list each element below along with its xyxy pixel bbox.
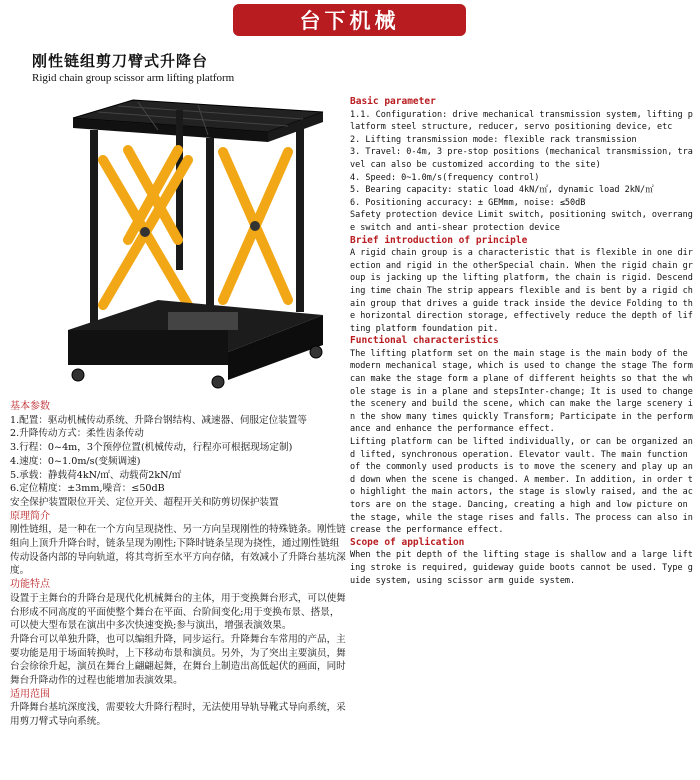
param-line: 1.1. Configuration: drive mechanical transmission system, lifting platform steel structure, reducer, servo positioning device, etc bbox=[350, 109, 693, 133]
param-line: 1.配置：驱动机械传动系统、升降台钢结构、减速器、伺服定位装置等 bbox=[10, 414, 307, 426]
section-heading: 原理简介 bbox=[10, 510, 50, 522]
chinese-description bbox=[10, 400, 348, 729]
param-line: 3. Travel: 0-4m, 3 pre-stop positions (mechanical transmission, travel can also be customized according to the site) bbox=[350, 147, 693, 170]
section-heading: 基本参数 bbox=[10, 401, 50, 412]
paragraph: 升降舞台基坑深度浅，需要较大升降行程时，无法使用导轨导靴式导向系统，采用剪刀臂式导向系统。 bbox=[10, 702, 346, 728]
param-line: 4. Speed: 0~1.0m/s(frequency control) bbox=[350, 172, 540, 183]
paragraph: A rigid chain group is a characteristic that is flexible in one direction and rigid in the otherSpecial chain. When the rigid chain group is jacking up the lifting platform, the chain is rigid. Descending time chain The strip appears flexible and is bent by a rigid chain group that drives a guide track inside the device Folding to the horizontal direction storage, effectively reduce the depth of lifting platform foundation pit. bbox=[350, 248, 693, 334]
paragraph: 设置于主舞台的升降台是现代化机械舞台的主体，用于变换舞台形式，可以使舞台形成不同高度的平面使整个舞台在平面、台阶间变化;用于变换布景、搭景，可以使大型布景在演出中多次快速变换;参与演出，增强表演效果。 bbox=[10, 592, 346, 632]
section-heading: 适用范围 bbox=[10, 688, 50, 700]
param-line: 安全保护装置限位开关、定位开关、超程开关和防剪切保护装置 bbox=[10, 496, 279, 508]
param-line: 5.承载：静载荷4kN/㎡、动载荷2kN/㎡ bbox=[10, 469, 182, 481]
paragraph: 刚性链组，是一种在一个方向呈现挠性、另一方向呈现刚性的特殊链条。刚性链组向上顶升升降台时，链条呈现为刚性;下降时链条呈现为挠性，通过刚性链组传动设备内部的导向轨道，将其弯折至水平方向存储，有效减小了升降台基坑深度。 bbox=[10, 524, 346, 577]
section-heading: Scope of application bbox=[350, 536, 465, 548]
section-heading: Brief introduction of principle bbox=[350, 234, 528, 246]
brand-banner: 台下机械 bbox=[233, 4, 466, 36]
param-line: 2.升降传动方式：柔性齿条传动 bbox=[10, 428, 144, 440]
section-heading: Basic parameter bbox=[350, 96, 436, 107]
param-line: 4.速度：0~1.0m/s(变频调速) bbox=[10, 455, 141, 467]
param-line: 2. Lifting transmission mode: flexible rack transmission bbox=[350, 134, 637, 145]
paragraph: The lifting platform set on the main stage is the main body of the modern mechanical stage, which is used to change the stage The form can make the stage form a plane of different heights so that the whole stage is in a plane and stepsInter-change; It is used to change the scenery and build the scene, which can make the large scenery in the show many times quickly Transform; Participate in the performance and enhance the performance effect. bbox=[350, 348, 693, 435]
page-title-cn: 刚性链组剪刀臂式升降台 bbox=[32, 52, 209, 70]
param-line: 3.行程：0~4m，3个预停位置(机械传动，行程亦可根据现场定制) bbox=[10, 442, 293, 454]
english-description bbox=[350, 96, 695, 587]
product-photo bbox=[38, 90, 338, 390]
paragraph: Lifting platform can be lifted individually, or can be organized and lifted, synchronous operation. Elevator vault. The main function of the commonly used products is to move the scenery and play up and down when the scene is changed. A member. In addition, in order to highlight the main actors, the stage is slowly raised, and the actors are on the stage. Dancing, creating a high and low picture on the stage, while the stage rises and falls. The process can also increase the performance effect. bbox=[350, 437, 693, 536]
section-heading: Functional characteristics bbox=[350, 335, 499, 347]
param-line: Safety protection device Limit switch, positioning switch, overrange switch and anti-shear protection device bbox=[350, 210, 693, 233]
param-line: 6. Positioning accuracy: ± GEMmm, noise: ≤50dB bbox=[350, 197, 586, 208]
param-line: 5. Bearing capacity: static load 4kN/㎡, dynamic load 2kN/㎡ bbox=[350, 185, 654, 196]
section-heading: 功能特点 bbox=[10, 579, 50, 591]
paragraph: 升降台可以单独升降，也可以编组升降，同步运行。升降舞台车常用的产品，主要功能是用于场面转换时，上下移动布景和演员。另外，为了突出主要演员，舞台会徐徐升起，演员在舞台上翩翩起舞，在舞台上制造出高低起伏的画面，同时舞台升降动作的过程也能增加表演效果。 bbox=[10, 633, 346, 687]
paragraph: When the pit depth of the lifting stage is shallow and a large lifting stroke is required, guideway guide boots cannot be used. Type guide system, using scissor arm guide system. bbox=[350, 550, 693, 586]
param-line: 6.定位精度：±3mm,噪音：≤50dB bbox=[10, 483, 165, 495]
page-title-en: Rigid chain group scissor arm lifting platform bbox=[32, 72, 235, 84]
